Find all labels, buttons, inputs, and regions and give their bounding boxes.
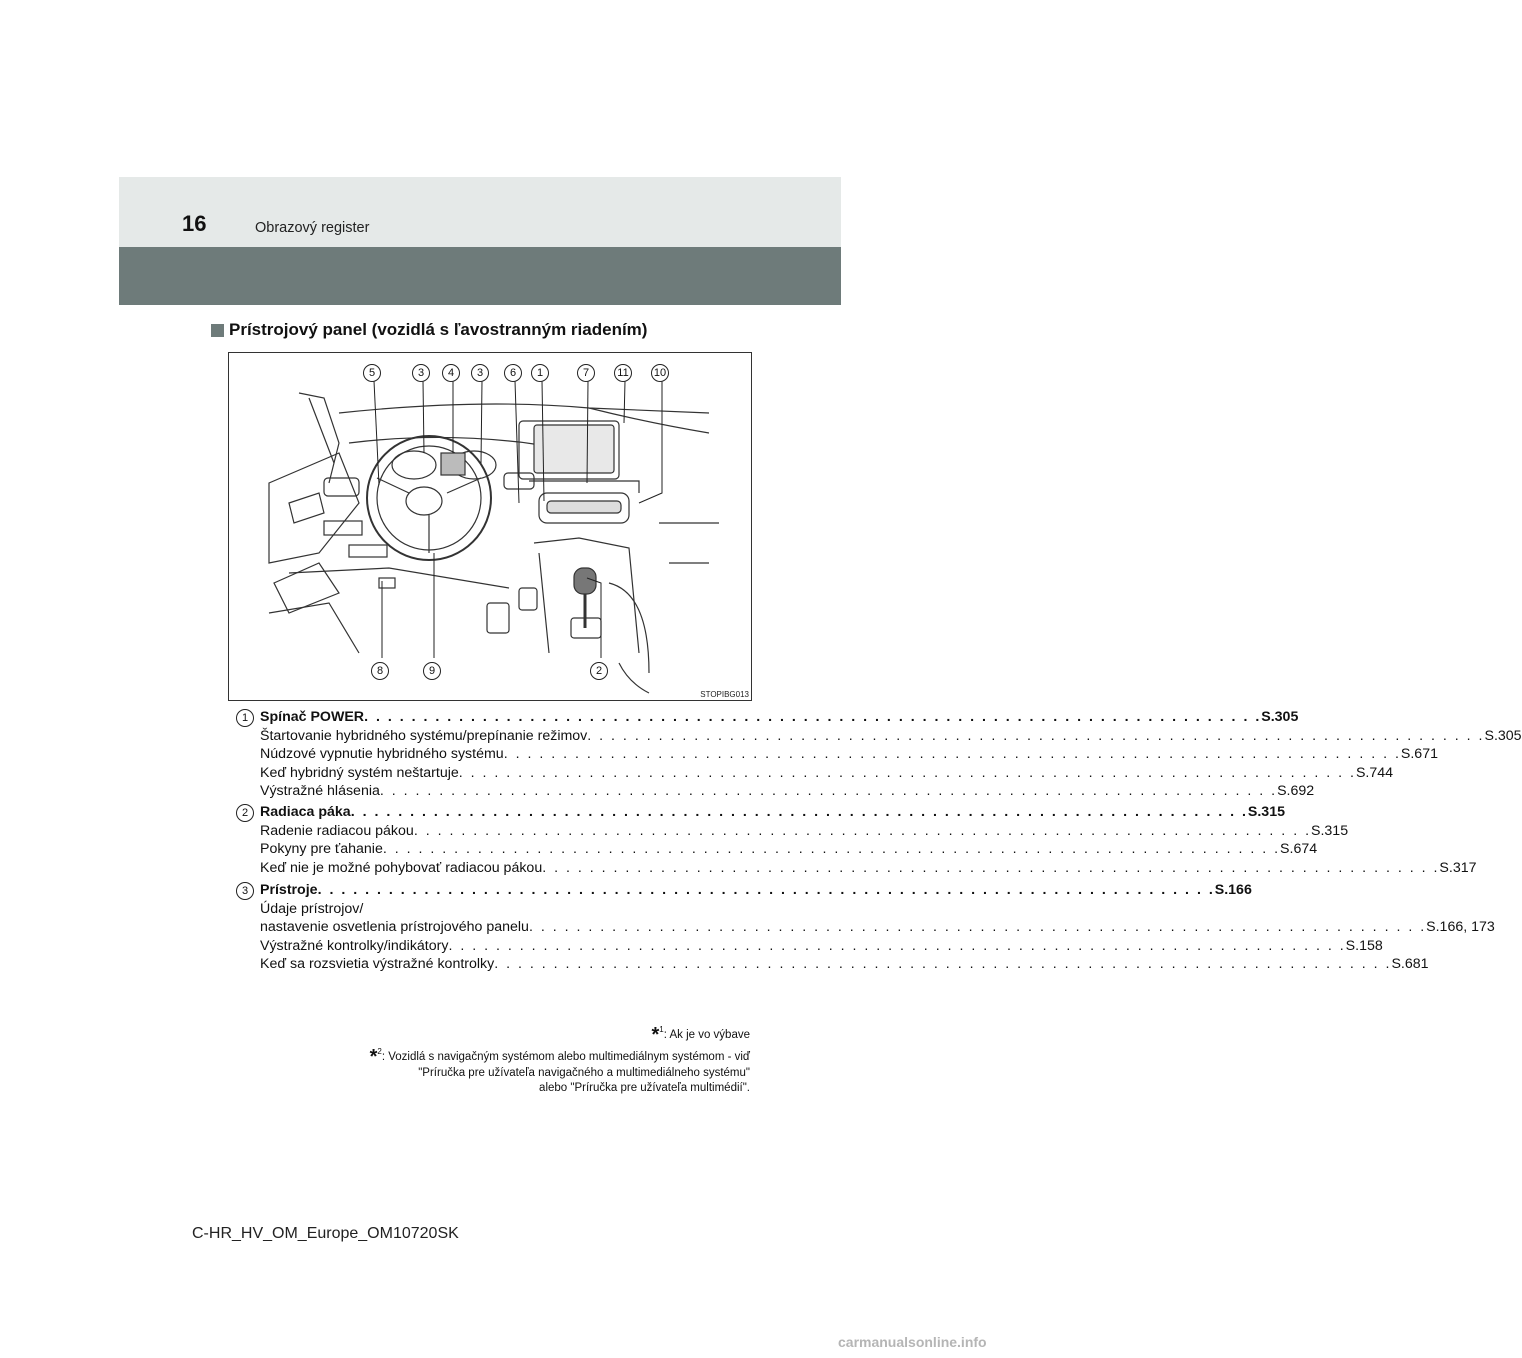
entry-item: Keď sa rozsvietia výstražné kontrolky . . . S.681	[260, 955, 726, 974]
entry-title-row: Spínač POWER . . . S.305	[260, 708, 726, 727]
section-heading	[211, 320, 647, 340]
heading-square-icon	[211, 324, 224, 337]
callout-top-7: 7	[577, 364, 595, 382]
callout-top-3a: 3	[412, 364, 430, 382]
callout-bottom-9: 9	[423, 662, 441, 680]
callout-top-11: 11	[614, 364, 632, 382]
asterisk-icon: *	[369, 1046, 378, 1068]
footnote-2: *$^2$: Vozidlá s navigačným systémom alebo multimediálnym systémom - viď "Príručka pre užívateľa navigačného a multimediálneho systému" alebo "Príručka pre užívateľa multimédií".	[369, 1046, 750, 1094]
entry-item: Keď nie je možné pohybovať radiacou pákou . . . S.317	[260, 859, 726, 878]
callout-bottom-8: 8	[371, 662, 389, 680]
entry-number: 2	[236, 804, 254, 822]
watermark: carmanualsonline.info	[838, 1334, 987, 1350]
entry-item: Núdzové vypnutie hybridného systému . . . S.671	[260, 745, 726, 764]
entry-title-row: Radiaca páka . . . S.315	[260, 803, 726, 822]
callout-top-1: 1	[531, 364, 549, 382]
entry-item: Výstražné kontrolky/indikátory . . . S.158	[260, 937, 726, 956]
entry-shift-lever	[236, 803, 1477, 877]
page-number: 16	[182, 211, 207, 236]
entry-plain-line: Údaje prístrojov/	[260, 900, 364, 917]
section-title: Obrazový register	[255, 220, 370, 236]
callout-top-3b: 3	[471, 364, 489, 382]
entry-title-row: Prístroje . . . S.166	[260, 881, 726, 900]
entry-item: nastavenie osvetlenia prístrojového panelu . . . S.166, 173	[260, 918, 726, 937]
callout-bottom-2: 2	[590, 662, 608, 680]
callout-top-10: 10	[651, 364, 669, 382]
entry-item: Výstražné hlásenia . . . S.692	[260, 782, 726, 801]
entry-item: Štartovanie hybridného systému/prepínanie režimov . . . S.305	[260, 727, 726, 746]
dashboard-illustration	[228, 352, 752, 701]
entry-number: 1	[236, 709, 254, 727]
header-band	[119, 177, 841, 247]
callout-top-5: 5	[363, 364, 381, 382]
entry-item: Radenie radiacou pákou . . . S.315	[260, 822, 726, 841]
header-bar	[119, 247, 841, 305]
document-id: C-HR_HV_OM_Europe_OM10720SK	[192, 1225, 459, 1242]
callout-top-4: 4	[442, 364, 460, 382]
entry-power-switch	[236, 708, 1522, 801]
figure-code: STOPIBG013	[700, 690, 749, 699]
entry-item: Keď hybridný systém neštartuje . . . S.744	[260, 764, 726, 783]
heading-text: Prístrojový panel (vozidlá s ľavostranným riadením)	[229, 320, 648, 339]
asterisk-icon: *	[651, 1024, 660, 1046]
entry-number: 3	[236, 882, 254, 900]
callout-top-6: 6	[504, 364, 522, 382]
footnote-1: *$^1$: Ak je vo výbave	[651, 1024, 750, 1046]
entry-item: Pokyny pre ťahanie . . . S.674	[260, 840, 726, 859]
entry-meters	[236, 881, 1495, 974]
